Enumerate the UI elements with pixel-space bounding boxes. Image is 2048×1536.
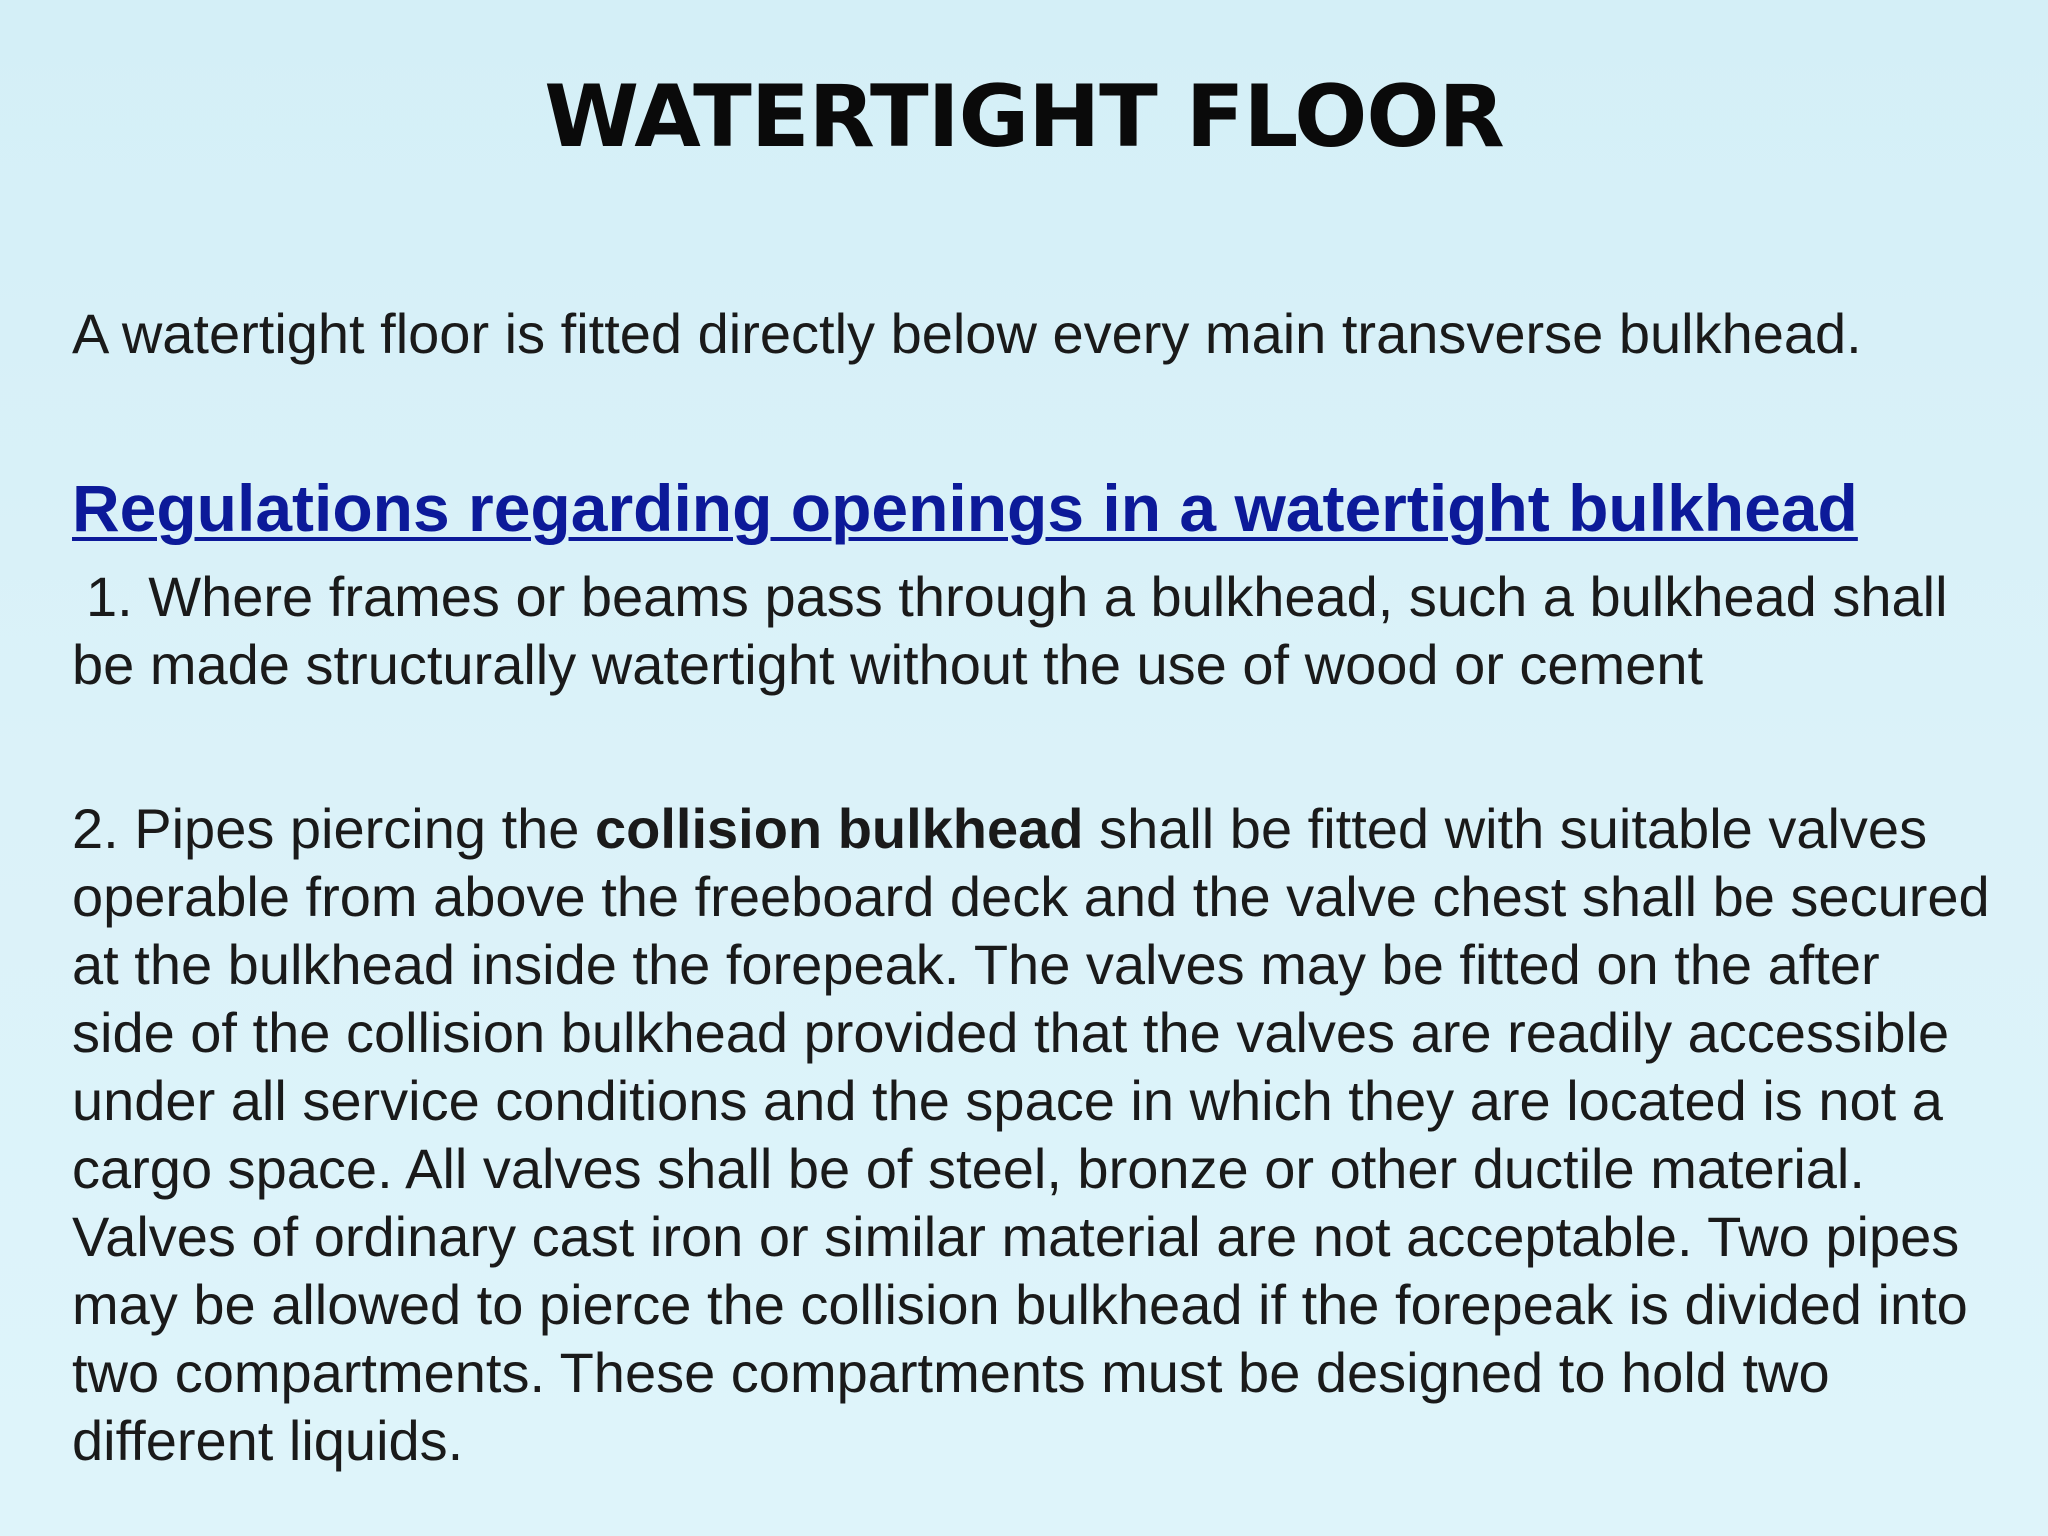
slide-title: WATERTIGHT FLOOR (544, 67, 1504, 167)
regulations-heading: Regulations regarding openings in a watertight bulkhead (72, 471, 1858, 545)
regulation-item-1 (72, 563, 1992, 699)
item-text-before: Pipes piercing the (134, 797, 580, 860)
item-number: 2. (72, 797, 119, 860)
item-bold-text: collision bulkhead (594, 797, 1084, 860)
item-text-after: shall be fitted with suitable valves operable from above the freeboard deck and the valve chest shall be secured at the bulkhead inside the forepeak. The valves may be fitted on the after side of the collision bulkhead provided that the valves are readily accessible under all service conditions and the space in which they are located is not a cargo space. All valves shall be of steel, bronze or other ductile material. Valves of ordinary cast iron or similar material are not acceptable. Two pipes may be allowed to pierce the collision bulkhead if the forepeak is divided into two compartments. These compartments must be designed to hold two different liquids. (72, 797, 1990, 1472)
regulation-item-2 (72, 795, 1992, 1475)
intro-paragraph: A watertight floor is fitted directly below every main transverse bulkhead. (72, 302, 1862, 365)
item-number: 1. (86, 565, 133, 628)
item-text: Where frames or beams pass through a bulkhead, such a bulkhead shall be made structurally watertight without the use of wood or cement (72, 565, 1948, 696)
